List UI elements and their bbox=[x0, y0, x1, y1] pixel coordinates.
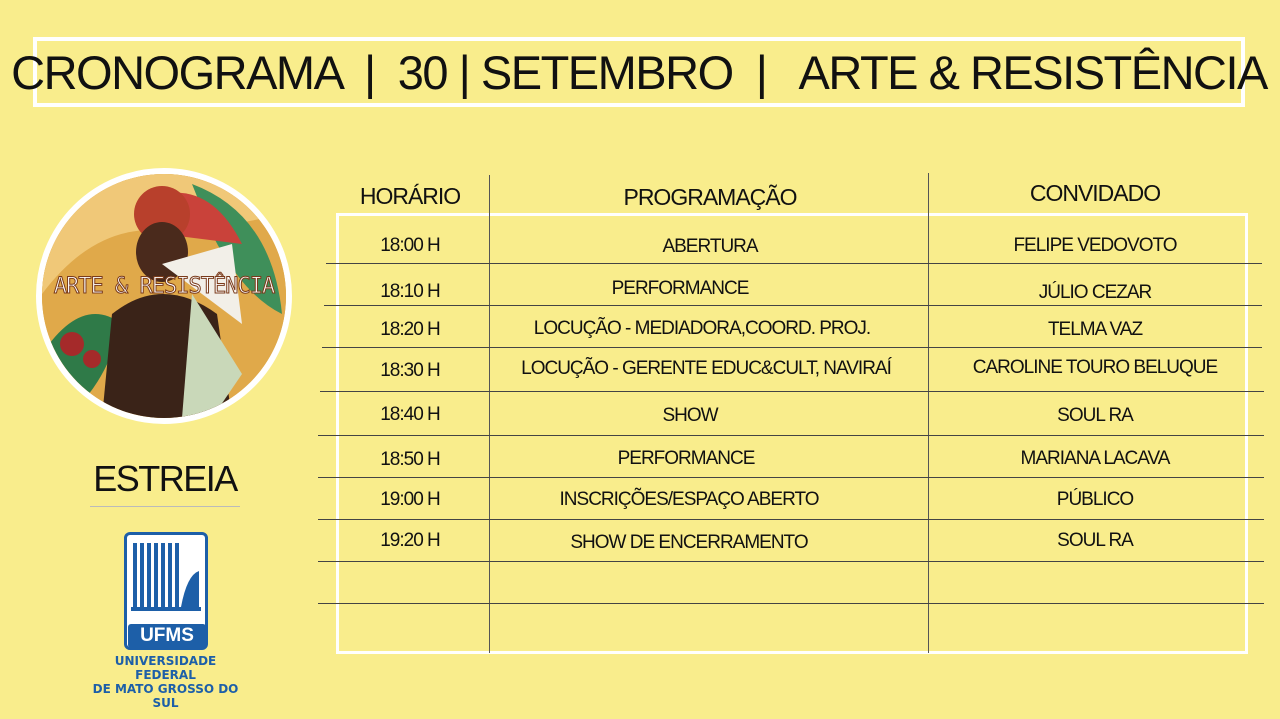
cell-program: LOCUÇÃO - GERENTE EDUC&CULT, NAVIRAÍ bbox=[521, 358, 891, 379]
estreia-label: ESTREIA bbox=[90, 458, 240, 507]
cell-time: 18:40 H bbox=[380, 404, 440, 425]
ufms-name-line2: DE MATO GROSSO DO SUL bbox=[92, 682, 239, 710]
column-divider bbox=[489, 175, 490, 653]
cell-program: LOCUÇÃO - MEDIADORA,COORD. PROJ. bbox=[533, 318, 871, 339]
header-program: PROGRAMAÇÃO bbox=[623, 184, 797, 210]
event-poster-image bbox=[36, 168, 292, 424]
ufms-logo bbox=[88, 532, 243, 710]
cell-time: 19:20 H bbox=[380, 530, 440, 551]
page-title: CRONOGRAMA | 30 | SETEMBRO | ARTE & RESISTÊNCIA bbox=[11, 45, 1267, 99]
column-divider bbox=[928, 173, 929, 653]
row-divider bbox=[318, 477, 1264, 478]
cell-time: 18:00 H bbox=[380, 235, 440, 256]
row-divider bbox=[322, 347, 1262, 348]
cell-program: PERFORMANCE bbox=[611, 278, 749, 299]
cell-time: 18:20 H bbox=[380, 319, 440, 340]
row-divider bbox=[326, 263, 1262, 264]
ufms-name-line1: UNIVERSIDADE FEDERAL bbox=[114, 654, 217, 682]
header-time: HORÁRIO bbox=[359, 183, 461, 209]
header-guest: CONVIDADO bbox=[1029, 180, 1161, 206]
schedule-frame bbox=[336, 213, 1248, 654]
building-icon bbox=[127, 535, 205, 625]
cell-time: 18:50 H bbox=[380, 449, 440, 470]
cell-guest: CAROLINE TOURO BELUQUE bbox=[972, 357, 1218, 378]
cell-program: SHOW bbox=[662, 405, 718, 426]
title-box bbox=[11, 37, 1267, 107]
row-divider bbox=[320, 391, 1264, 392]
row-divider bbox=[318, 561, 1264, 562]
cell-program: ABERTURA bbox=[662, 236, 758, 257]
cell-guest: JÚLIO CEZAR bbox=[1038, 282, 1152, 303]
cell-guest: SOUL RA bbox=[1057, 405, 1133, 426]
row-divider bbox=[318, 435, 1264, 436]
ufms-acronym: UFMS bbox=[128, 624, 206, 648]
cell-guest: FELIPE VEDOVOTO bbox=[1013, 235, 1177, 256]
row-divider bbox=[324, 305, 1262, 306]
ufms-fullname bbox=[88, 654, 243, 710]
cell-program: INSCRIÇÕES/ESPAÇO ABERTO bbox=[559, 489, 819, 510]
cell-guest: PÚBLICO bbox=[1056, 489, 1134, 510]
cell-time: 18:10 H bbox=[380, 281, 440, 302]
cell-program: SHOW DE ENCERRAMENTO bbox=[570, 532, 808, 553]
cell-guest: TELMA VAZ bbox=[1047, 319, 1143, 340]
cell-time: 18:30 H bbox=[380, 360, 440, 381]
cell-time: 19:00 H bbox=[380, 489, 440, 510]
poster-overlay-text: ARTE & RESISTÊNCIA bbox=[53, 274, 275, 299]
row-divider bbox=[318, 519, 1264, 520]
row-divider bbox=[318, 603, 1264, 604]
cell-guest: MARIANA LACAVA bbox=[1020, 448, 1170, 469]
cell-program: PERFORMANCE bbox=[617, 448, 755, 469]
cell-guest: SOUL RA bbox=[1057, 530, 1133, 551]
